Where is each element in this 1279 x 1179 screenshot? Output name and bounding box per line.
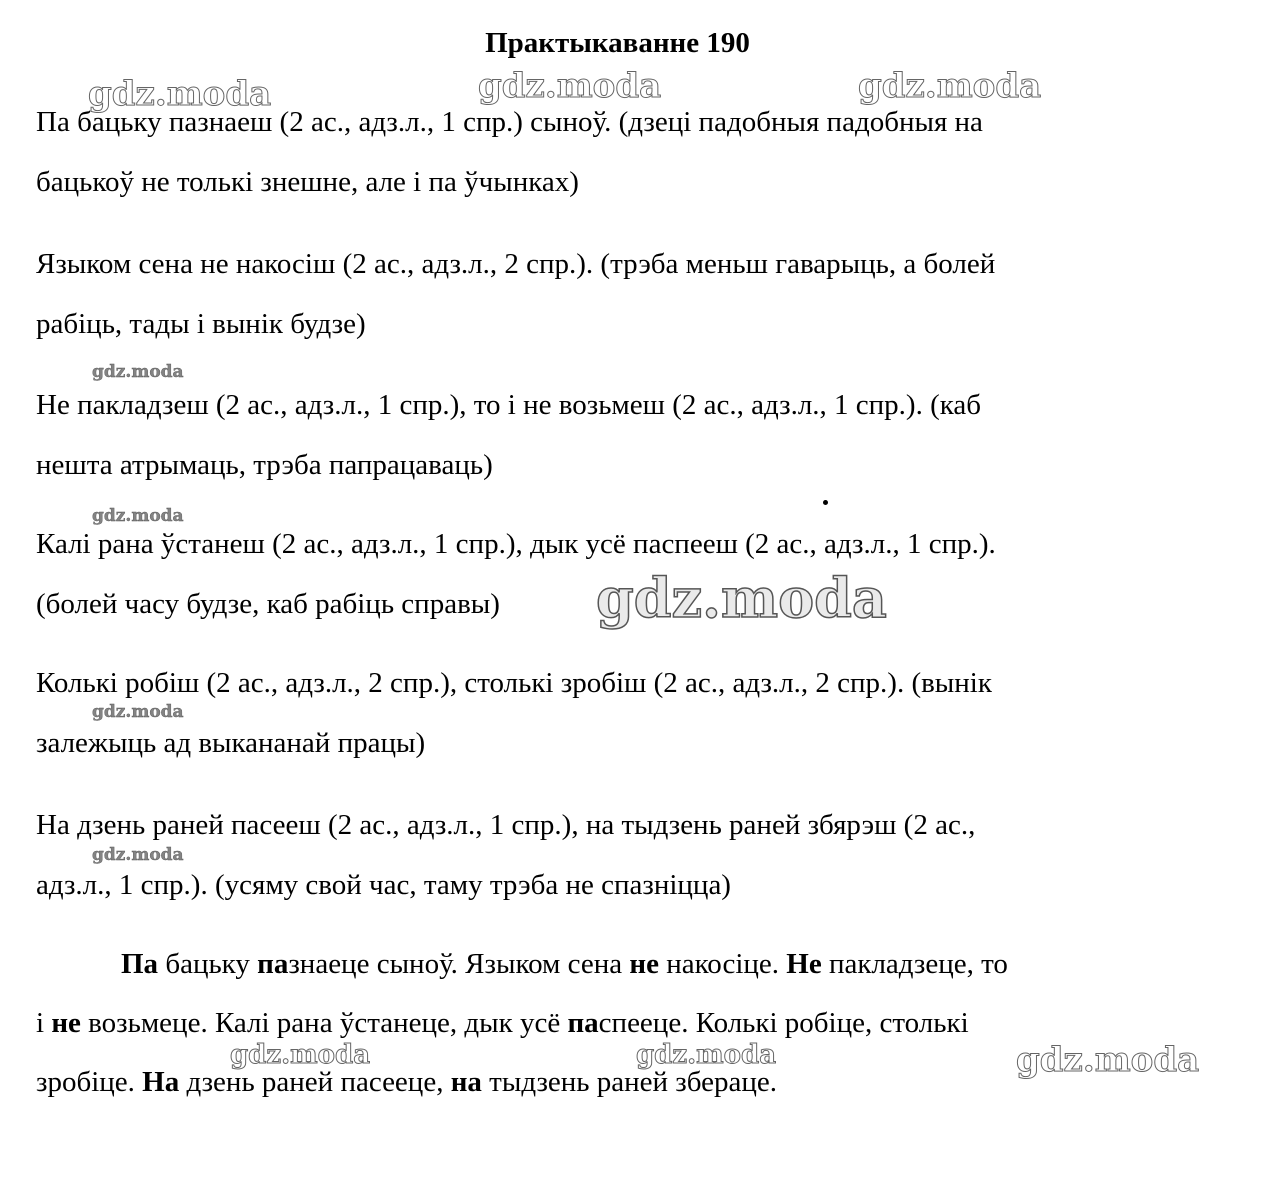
- text-run: тыдзень раней збераце.: [481, 1066, 778, 1098]
- text-run: бацьку: [158, 948, 258, 980]
- paragraph-6: [36, 795, 1236, 915]
- watermark: gdz.moda: [596, 566, 887, 630]
- watermark: gdz.moda: [636, 1040, 777, 1070]
- paragraph-line: На дзень раней пасееш (2 ас., адз.л., 1 спр.), на тыдзень раней збярэш (2 ас.,: [36, 809, 976, 841]
- text-run: і: [36, 1007, 52, 1039]
- paragraph-line: рабіць, тады і вынік будзе): [36, 308, 366, 340]
- paragraph-line: Языком сена не накосіш (2 ас., адз.л., 2 спр.). (трэба меньш гаварыць, а болей: [36, 248, 996, 280]
- text-run: накосіце.: [658, 948, 787, 980]
- watermark: gdz.moda: [1016, 1040, 1200, 1080]
- paragraph-line: Па бацьку пазнаеш (2 ас., адз.л., 1 спр.) сыноў. (дзеці падобныя падобныя на: [36, 106, 983, 138]
- bold-prefix: не: [51, 1007, 81, 1039]
- paragraph-line: (болей часу будзе, каб рабіць справы): [36, 588, 500, 620]
- paragraph-5: [36, 653, 1236, 773]
- paragraph-line: бацькоў не толькі знешне, але і па ўчынках): [36, 166, 579, 198]
- paragraph-line: залежыць ад выкананай працы): [36, 727, 426, 759]
- paragraph-line: Калі рана ўстанеш (2 ас., адз.л., 1 спр.), дык усё паспееш (2 ас., адз.л., 1 спр.).: [36, 528, 996, 560]
- watermark: gdz.moda: [858, 66, 1042, 106]
- watermark: gdz.moda: [92, 362, 184, 382]
- paragraph-line: нешта атрымаць, трэба папрацаваць): [36, 449, 493, 481]
- bold-prefix: Не: [786, 948, 822, 980]
- text-run: дзень раней пасееце,: [179, 1066, 451, 1098]
- paragraph-3: [36, 375, 1236, 495]
- watermark: gdz.moda: [92, 845, 184, 865]
- watermark: gdz.moda: [88, 74, 272, 114]
- summary-line: [36, 935, 1246, 994]
- paragraph-line: адз.л., 1 спр.). (усяму свой час, таму трэба не спазніцца): [36, 869, 731, 901]
- watermark: gdz.moda: [478, 66, 662, 106]
- summary-paragraph: [36, 935, 1246, 1112]
- bold-prefix: На: [142, 1066, 180, 1098]
- watermark: gdz.moda: [92, 702, 184, 722]
- bold-prefix: на: [450, 1066, 482, 1098]
- text-run: спееце. Колькі робіце, столькі: [598, 1007, 969, 1039]
- bold-prefix: па: [567, 1007, 599, 1039]
- text-run: возьмеце. Калі рана ўстанеце, дык усё: [80, 1007, 568, 1039]
- watermark: gdz.moda: [230, 1040, 371, 1070]
- bold-prefix: Па: [121, 948, 159, 980]
- paragraph-2: [36, 234, 1236, 354]
- stray-dot: [823, 500, 828, 505]
- paragraph-line: Колькі робіш (2 ас., адз.л., 2 спр.), столькі зробіш (2 ас., адз.л., 2 спр.). (вынік: [36, 667, 992, 699]
- text-run: знаеце сыноў. Языком сена: [288, 948, 630, 980]
- text-run: пакладзеце, то: [821, 948, 1008, 980]
- text-run: зробіце.: [36, 1066, 143, 1098]
- bold-prefix: не: [629, 948, 659, 980]
- watermark: gdz.moda: [92, 506, 184, 526]
- bold-prefix: па: [257, 948, 289, 980]
- paragraph-line: Не пакладзеш (2 ас., адз.л., 1 спр.), то і не возьмеш (2 ас., адз.л., 1 спр.). (каб: [36, 389, 982, 421]
- page-title: Практыкаванне 190: [485, 27, 750, 59]
